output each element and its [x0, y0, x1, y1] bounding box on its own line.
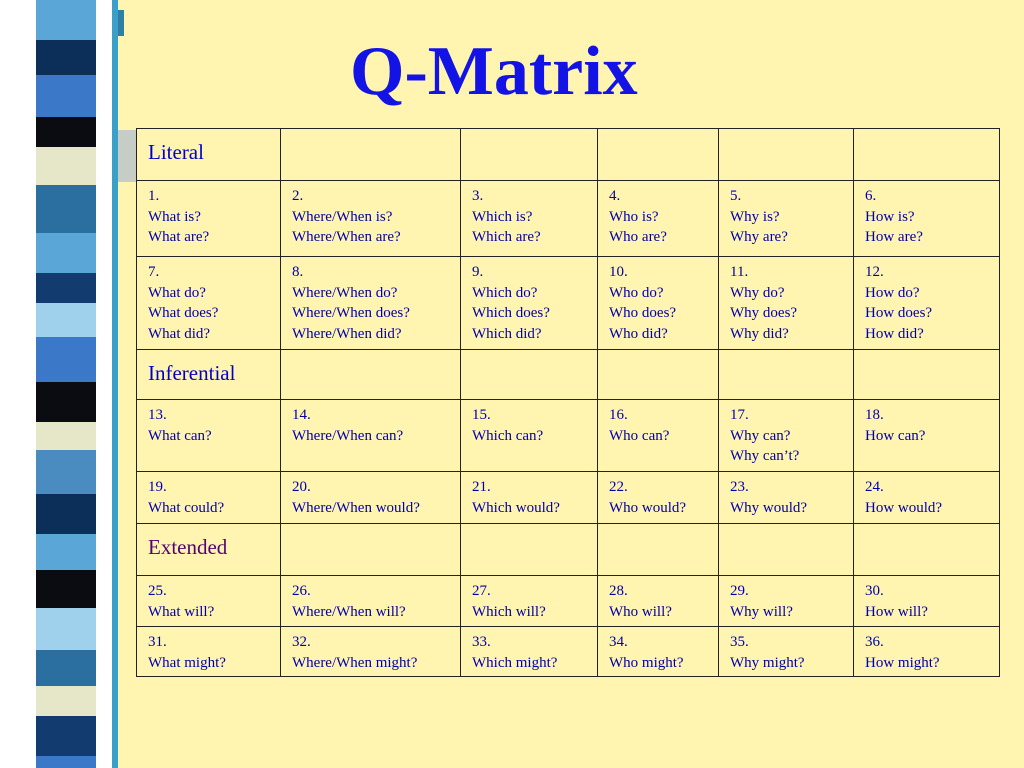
- question-cell: [281, 576, 461, 627]
- slide-title: Q-Matrix: [350, 33, 638, 110]
- question-cell: [719, 576, 854, 627]
- empty-cell: [719, 524, 854, 576]
- question-cell: [719, 472, 854, 524]
- question-stem: Which would?: [472, 499, 560, 516]
- question-number: 33.: [472, 634, 491, 650]
- question-number: 4.: [609, 188, 621, 204]
- empty-cell: [281, 350, 461, 400]
- decorative-stripe: [36, 40, 96, 75]
- question-number: 2.: [292, 188, 304, 204]
- question-stem: What did?: [148, 325, 211, 342]
- question-number: 14.: [292, 407, 311, 423]
- question-stem: Who might?: [609, 654, 684, 671]
- decorative-stripe: [36, 117, 96, 147]
- question-number: 1.: [148, 188, 160, 204]
- decorative-side-band: [0, 0, 118, 768]
- section-label: Extended: [137, 524, 281, 576]
- table-row: [137, 576, 1000, 627]
- question-cell: [719, 257, 854, 350]
- section-header-row: [137, 524, 1000, 576]
- question-stem: What is?: [148, 208, 201, 225]
- section-label: Literal: [137, 129, 281, 181]
- question-cell: [461, 181, 598, 257]
- question-stem: Who did?: [609, 325, 668, 342]
- question-stem: Where/When will?: [292, 603, 406, 620]
- question-number: 27.: [472, 583, 491, 599]
- question-stem: Which will?: [472, 603, 546, 620]
- decorative-stripe: [36, 756, 96, 768]
- decorative-edge-bar: [112, 0, 118, 768]
- decorative-stripe: [36, 450, 96, 494]
- question-stem: Why do?: [730, 284, 785, 301]
- question-stem: What are?: [148, 229, 210, 245]
- question-cell: [598, 400, 719, 472]
- decorative-stripe: [36, 570, 96, 608]
- question-cell: [281, 257, 461, 350]
- question-cell: [854, 576, 1000, 627]
- decorative-stripe: [36, 75, 96, 117]
- question-number: 24.: [865, 479, 884, 495]
- question-cell: [598, 472, 719, 524]
- question-stem: Which are?: [472, 229, 541, 245]
- question-number: 20.: [292, 479, 311, 495]
- question-cell: [461, 400, 598, 472]
- decorative-stripe: [36, 608, 96, 650]
- question-stem: How might?: [865, 654, 940, 671]
- question-stem: Where/When do?: [292, 284, 398, 301]
- question-stem: Which do?: [472, 284, 538, 301]
- question-number: 11.: [730, 264, 749, 280]
- question-cell: [854, 257, 1000, 350]
- question-stem: What will?: [148, 603, 215, 620]
- decorative-stripe: [36, 422, 96, 450]
- question-number: 22.: [609, 479, 628, 495]
- empty-cell: [719, 129, 854, 181]
- question-cell: [719, 627, 854, 677]
- question-number: 21.: [472, 479, 491, 495]
- decorative-stripe: [36, 650, 96, 686]
- decorative-corner-mark: [118, 10, 124, 36]
- section-header-row: [137, 129, 1000, 181]
- question-stem: Where/When can?: [292, 427, 404, 444]
- decorative-stripe: [36, 534, 96, 570]
- question-number: 25.: [148, 583, 167, 599]
- question-stem: What could?: [148, 499, 225, 516]
- question-cell: [281, 627, 461, 677]
- question-stem: Why are?: [730, 229, 788, 245]
- question-stem: Why might?: [730, 654, 805, 671]
- question-stem: Which might?: [472, 654, 558, 671]
- question-number: 32.: [292, 634, 311, 650]
- question-cell: [598, 576, 719, 627]
- question-number: 29.: [730, 583, 749, 599]
- question-stem: How did?: [865, 325, 924, 342]
- question-stem: Which does?: [472, 305, 550, 321]
- question-number: 18.: [865, 407, 884, 423]
- question-stem: Why can?: [730, 427, 791, 444]
- question-stem: How does?: [865, 305, 933, 321]
- question-number: 12.: [865, 264, 884, 280]
- question-cell: [137, 400, 281, 472]
- decorative-stripe: [36, 233, 96, 273]
- question-number: 17.: [730, 407, 749, 423]
- question-stem: Where/When is?: [292, 208, 393, 225]
- empty-cell: [461, 129, 598, 181]
- empty-cell: [719, 350, 854, 400]
- question-number: 9.: [472, 264, 484, 280]
- question-stem: How will?: [865, 603, 928, 620]
- question-number: 28.: [609, 583, 628, 599]
- empty-cell: [461, 524, 598, 576]
- question-number: 10.: [609, 264, 628, 280]
- question-stem: Who is?: [609, 208, 659, 225]
- question-cell: [461, 472, 598, 524]
- question-stem: Which did?: [472, 325, 542, 342]
- question-number: 34.: [609, 634, 628, 650]
- question-number: 19.: [148, 479, 167, 495]
- question-cell: [281, 181, 461, 257]
- question-stem: What does?: [148, 305, 219, 321]
- question-stem: Where/When are?: [292, 229, 401, 245]
- decorative-stripe: [36, 147, 96, 185]
- question-cell: [719, 181, 854, 257]
- question-stem: How is?: [865, 208, 915, 225]
- decorative-stripe: [36, 185, 96, 233]
- question-cell: [137, 472, 281, 524]
- empty-cell: [854, 350, 1000, 400]
- question-stem: How are?: [865, 229, 923, 245]
- decorative-stripe: [36, 494, 96, 534]
- decorative-stripe: [36, 686, 96, 716]
- section-header-row: [137, 350, 1000, 400]
- question-stem: Who does?: [609, 305, 677, 321]
- question-cell: [461, 257, 598, 350]
- question-stem: Where/When might?: [292, 654, 418, 671]
- question-stem: Which is?: [472, 208, 533, 225]
- question-stem: Where/When did?: [292, 325, 402, 342]
- question-stem: Why did?: [730, 325, 789, 342]
- question-stem: Who will?: [609, 603, 672, 620]
- question-stem: Where/When would?: [292, 499, 420, 516]
- question-number: 8.: [292, 264, 304, 280]
- question-cell: [281, 400, 461, 472]
- question-cell: [854, 472, 1000, 524]
- question-stem: Who are?: [609, 229, 667, 245]
- question-number: 6.: [865, 188, 877, 204]
- question-cell: [281, 472, 461, 524]
- question-number: 23.: [730, 479, 749, 495]
- empty-cell: [598, 524, 719, 576]
- question-stem: Who do?: [609, 284, 664, 301]
- question-cell: [854, 400, 1000, 472]
- question-number: 7.: [148, 264, 160, 280]
- empty-cell: [598, 129, 719, 181]
- table-row: [137, 257, 1000, 350]
- question-cell: [461, 576, 598, 627]
- question-number: 3.: [472, 188, 484, 204]
- question-number: 30.: [865, 583, 884, 599]
- decorative-stripe: [36, 382, 96, 422]
- question-stem: How do?: [865, 284, 920, 301]
- question-cell: [719, 400, 854, 472]
- question-cell: [137, 627, 281, 677]
- section-label: Inferential: [137, 350, 281, 400]
- decorative-stripe: [36, 273, 96, 303]
- question-stem: Why will?: [730, 603, 793, 620]
- question-stem: Why would?: [730, 499, 808, 516]
- question-cell: [461, 627, 598, 677]
- question-stem: Which can?: [472, 427, 544, 444]
- question-number: 16.: [609, 407, 628, 423]
- question-stem: Where/When does?: [292, 305, 410, 321]
- question-stem: How can?: [865, 427, 926, 444]
- empty-cell: [854, 524, 1000, 576]
- question-stem: Why does?: [730, 305, 798, 321]
- empty-cell: [461, 350, 598, 400]
- question-stem: Who can?: [609, 427, 670, 444]
- question-number: 36.: [865, 634, 884, 650]
- question-number: 15.: [472, 407, 491, 423]
- table-row: [137, 627, 1000, 677]
- question-number: 35.: [730, 634, 749, 650]
- question-stem: Why can’t?: [730, 448, 800, 464]
- question-number: 5.: [730, 188, 742, 204]
- question-cell: [854, 627, 1000, 677]
- question-cell: [137, 576, 281, 627]
- question-number: 13.: [148, 407, 167, 423]
- decorative-stripe: [36, 716, 96, 756]
- q-matrix-table: [136, 128, 1000, 677]
- question-cell: [598, 181, 719, 257]
- empty-cell: [598, 350, 719, 400]
- question-cell: [598, 257, 719, 350]
- question-stem: What might?: [148, 654, 226, 671]
- decorative-stripe: [36, 0, 96, 40]
- question-number: 31.: [148, 634, 167, 650]
- question-stem: What do?: [148, 284, 206, 301]
- table-row: [137, 472, 1000, 524]
- question-stem: How would?: [865, 499, 943, 516]
- question-stem: Why is?: [730, 208, 780, 225]
- table-row: [137, 400, 1000, 472]
- decorative-stripe: [36, 303, 96, 337]
- empty-cell: [281, 524, 461, 576]
- question-cell: [854, 181, 1000, 257]
- question-cell: [137, 257, 281, 350]
- question-stem: What can?: [148, 427, 212, 444]
- question-number: 26.: [292, 583, 311, 599]
- decorative-tab-mark: [118, 130, 136, 182]
- question-cell: [137, 181, 281, 257]
- question-cell: [598, 627, 719, 677]
- decorative-stripe: [36, 337, 96, 382]
- empty-cell: [854, 129, 1000, 181]
- question-stem: Who would?: [609, 499, 687, 516]
- decorative-stripes: [36, 0, 96, 768]
- empty-cell: [281, 129, 461, 181]
- table-row: [137, 181, 1000, 257]
